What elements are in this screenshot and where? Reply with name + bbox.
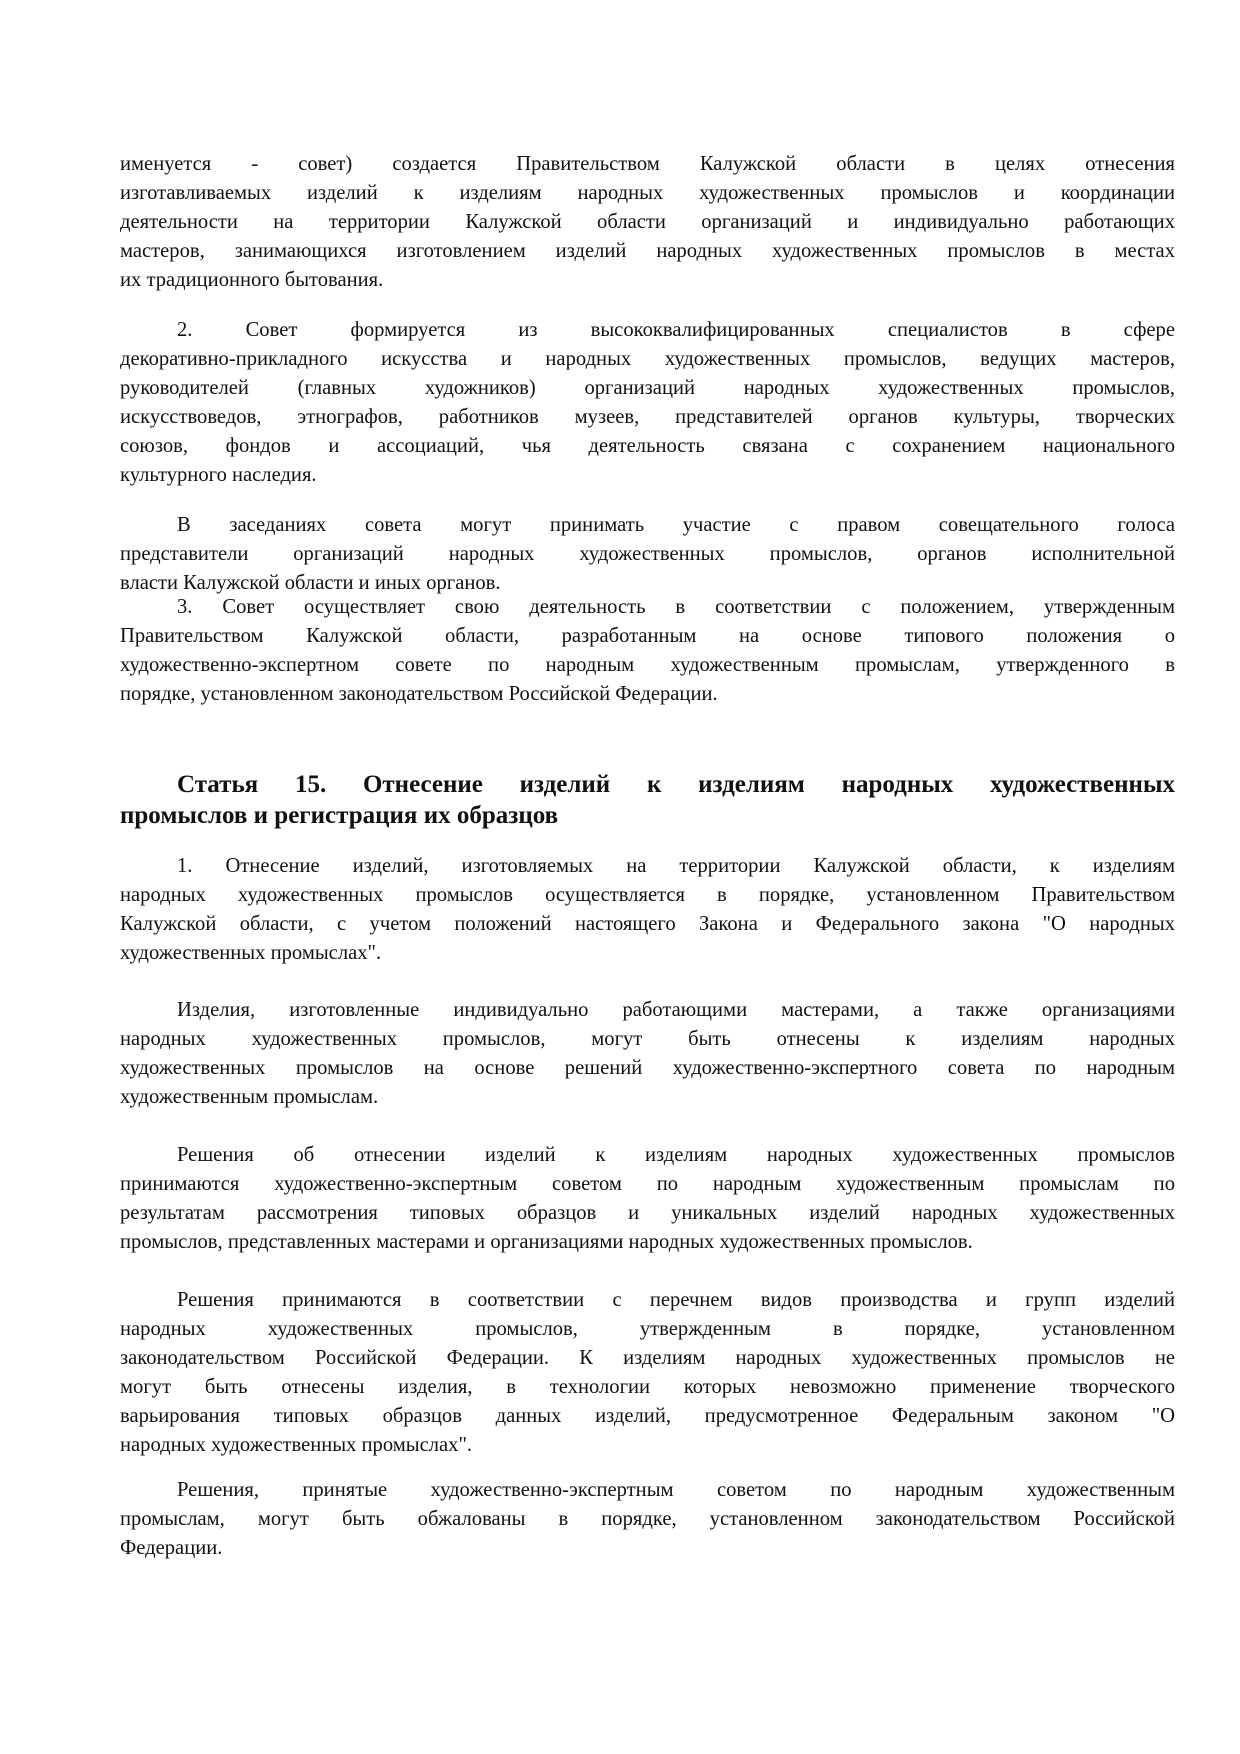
text-line: 3. Совет осуществляет свою деятельность в соответствии с положением, утвержденным: [177, 596, 1175, 618]
text-line: изготавливаемых изделий к изделиям народных художественных промыслов и координации: [120, 182, 1175, 204]
text-line: художественным промыслам.: [120, 1086, 379, 1108]
text-line: промыслов и регистрация их образцов: [120, 802, 559, 829]
text-line: промыслам, могут быть обжалованы в порядке, установленном законодательством Российской: [120, 1508, 1175, 1530]
text-line: художественно-экспертном совете по народным художественным промыслам, утвержденного в: [120, 654, 1175, 676]
text-line: народных художественных промыслов, могут быть отнесены к изделиям народных: [120, 1028, 1175, 1050]
text-line: могут быть отнесены изделия, в технологии которых невозможно применение творческого: [120, 1376, 1175, 1398]
text-line: власти Калужской области и иных органов.: [120, 572, 501, 594]
text-line: В заседаниях совета могут принимать участие с правом совещательного голоса: [177, 514, 1175, 536]
text-line: народных художественных промыслов осуществляется в порядке, установленном Правительством: [120, 884, 1175, 906]
paragraph: [120, 511, 1175, 598]
text-line: их традиционного бытования.: [120, 269, 384, 291]
text-line: Изделия, изготовленные индивидуально работающими мастерами, а также организациями: [177, 999, 1175, 1021]
text-line: принимаются художественно-экспертным советом по народным художественным промыслам по: [120, 1173, 1175, 1195]
text-line: Решения, принятые художественно-экспертным советом по народным художественным: [177, 1479, 1175, 1501]
text-line: художественных промыслов на основе решений художественно-экспертного совета по народным: [120, 1057, 1175, 1079]
text-line: Правительством Калужской области, разработанным на основе типового положения о: [120, 625, 1175, 647]
paragraph: [120, 593, 1175, 709]
text-line: Статья 15. Отнесение изделий к изделиям народных художественных: [177, 771, 1175, 798]
paragraph: [120, 852, 1175, 968]
text-line: Калужской области, с учетом положений настоящего Закона и Федерального закона "О народных: [120, 913, 1175, 935]
paragraph: [120, 1286, 1175, 1460]
text-line: мастеров, занимающихся изготовлением изделий народных художественных промыслов в местах: [120, 240, 1175, 262]
text-line: 1. Отнесение изделий, изготовляемых на территории Калужской области, к изделиям: [177, 855, 1175, 877]
text-line: законодательством Российской Федерации. К изделиям народных художественных промыслов не: [120, 1347, 1175, 1369]
text-line: художественных промыслах".: [120, 942, 382, 964]
paragraph: [120, 1141, 1175, 1257]
paragraph: [120, 150, 1175, 295]
text-line: союзов, фондов и ассоциаций, чья деятельность связана с сохранением национального: [120, 435, 1175, 457]
text-line: результатам рассмотрения типовых образцов и уникальных изделий народных художественных: [120, 1202, 1175, 1224]
text-line: декоративно-прикладного искусства и народных художественных промыслов, ведущих мастеров,: [120, 348, 1175, 370]
paragraph: [120, 316, 1175, 490]
text-line: деятельности на территории Калужской области организаций и индивидуально работающих: [120, 211, 1175, 233]
text-line: народных художественных промыслов, утвержденным в порядке, установленном: [120, 1318, 1175, 1340]
text-line: Федерации.: [120, 1537, 223, 1559]
text-line: именуется - совет) создается Правительством Калужской области в целях отнесения: [120, 153, 1175, 175]
text-line: культурного наследия.: [120, 464, 317, 486]
text-line: промыслов, представленных мастерами и организациями народных художественных промыслов.: [120, 1231, 973, 1253]
text-line: народных художественных промыслах".: [120, 1434, 473, 1456]
article-heading: [120, 769, 1175, 831]
paragraph: [120, 996, 1175, 1112]
text-line: порядке, установленном законодательством Российской Федерации.: [120, 683, 718, 705]
text-line: представители организаций народных художественных промыслов, органов исполнительной: [120, 543, 1175, 565]
text-line: Решения об отнесении изделий к изделиям народных художественных промыслов: [177, 1144, 1175, 1166]
text-line: руководителей (главных художников) организаций народных художественных промыслов,: [120, 377, 1175, 399]
paragraph: [120, 1476, 1175, 1563]
text-line: Решения принимаются в соответствии с перечнем видов производства и групп изделий: [177, 1289, 1175, 1311]
text-line: варьирования типовых образцов данных изделий, предусмотренное Федеральным законом "О: [120, 1405, 1175, 1427]
text-line: 2. Совет формируется из высококвалифицированных специалистов в сфере: [177, 319, 1175, 341]
text-line: искусствоведов, этнографов, работников музеев, представителей органов культуры, творческих: [120, 406, 1175, 428]
